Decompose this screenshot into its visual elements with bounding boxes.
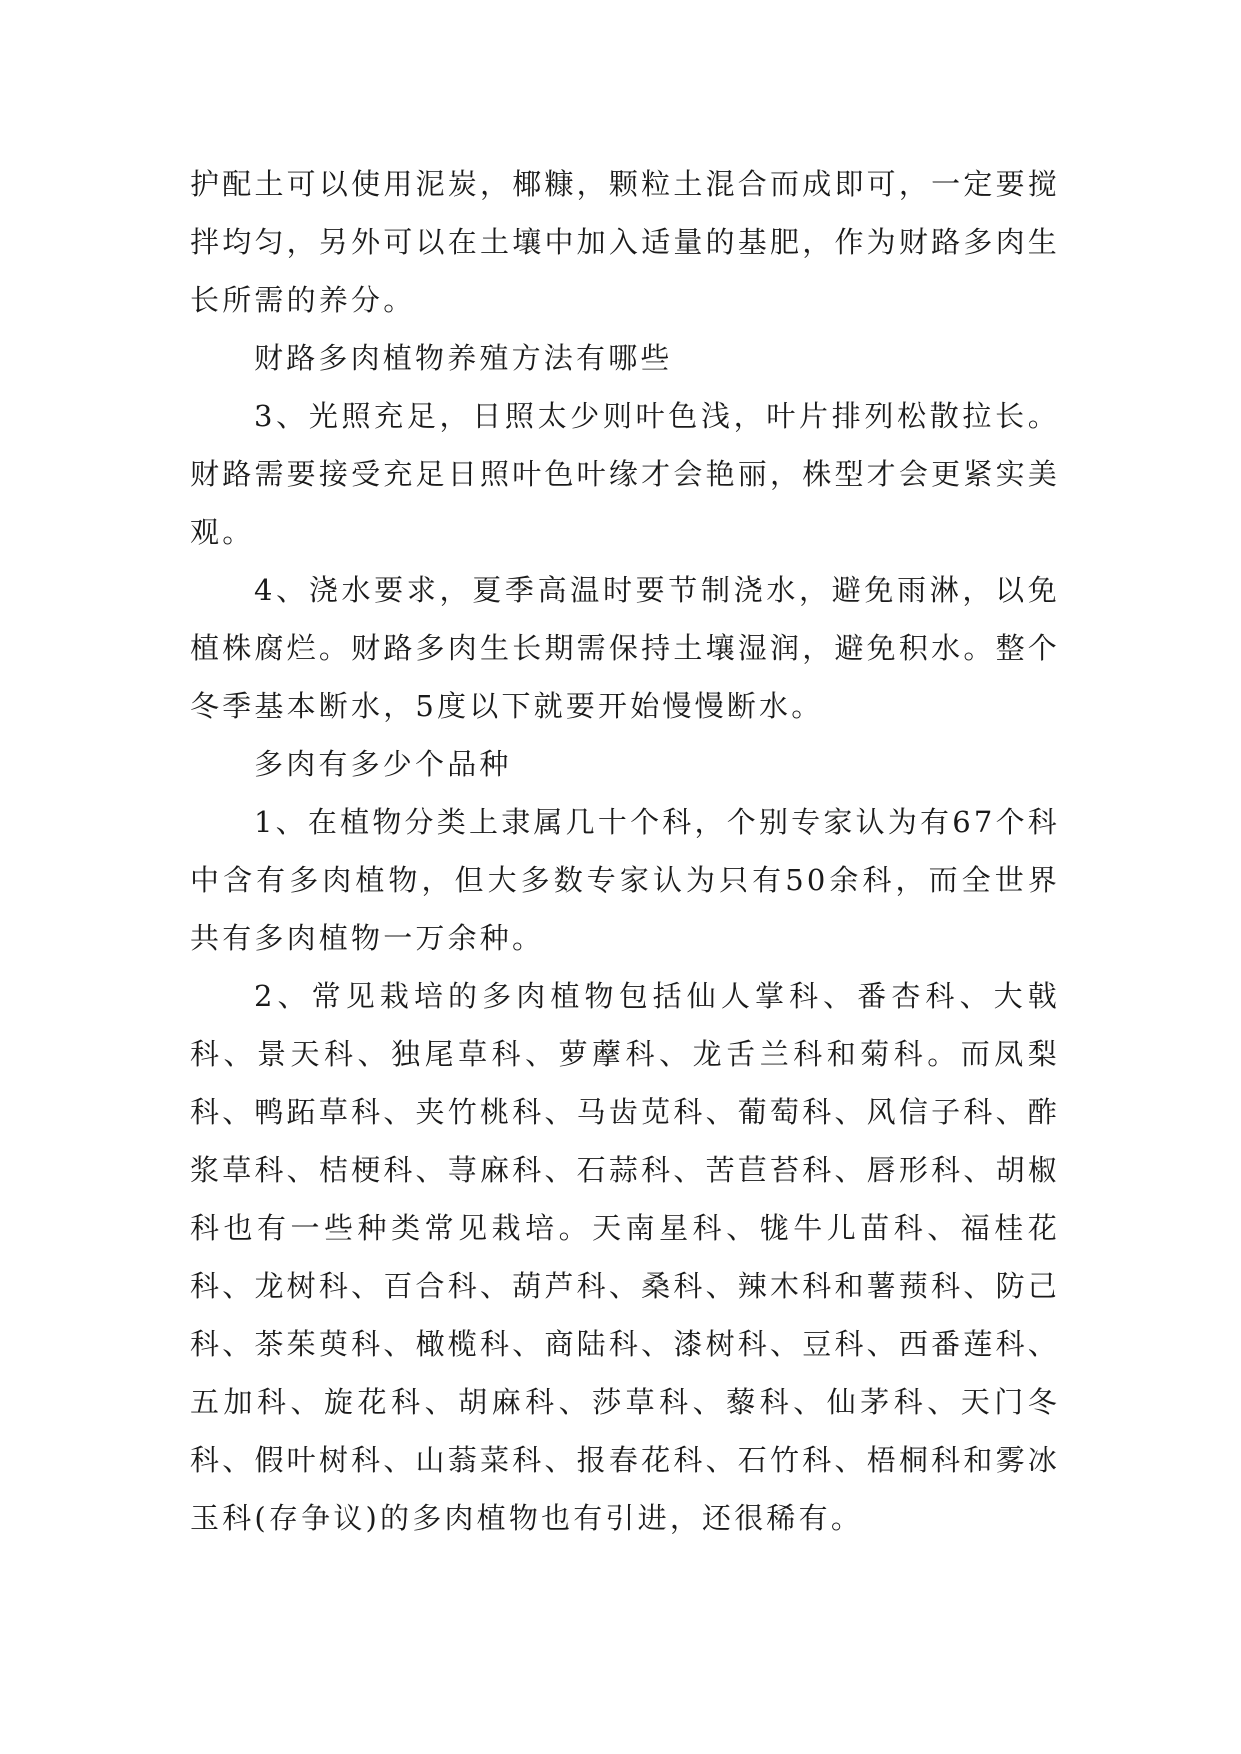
paragraph-families-count: 1、在植物分类上隶属几十个科，个别专家认为有67个科中含有多肉植物，但大多数专家认为只有50余科，而全世界共有多肉植物一万余种。 [190,805,1060,955]
paragraph-light: 3、光照充足，日照太少则叶色浅，叶片排列松散拉长。财路需要接受充足日照叶色叶缘才会艳丽，株型才会更紧实美观。 [190,399,1060,549]
document-body [190,155,1060,1547]
paragraph-soil: 护配土可以使用泥炭，椰糠，颗粒土混合而成即可，一定要搅拌均匀，另外可以在土壤中加入适量的基肥，作为财路多肉生长所需的养分。 [190,167,1060,317]
paragraph-watering: 4、浇水要求，夏季高温时要节制浇水，避免雨淋，以免植株腐烂。财路多肉生长期需保持土壤湿润，避免积水。整个冬季基本断水，5度以下就要开始慢慢断水。 [190,573,1060,723]
heading-care-methods: 财路多肉植物养殖方法有哪些 [254,341,673,375]
heading-varieties: 多肉有多少个品种 [254,747,512,781]
paragraph-common-families: 2、常见栽培的多肉植物包括仙人掌科、番杏科、大戟科、景天科、独尾草科、萝藦科、龙舌兰科和菊科。而凤梨科、鸭跖草科、夹竹桃科、马齿苋科、葡萄科、风信子科、酢浆草科、桔梗科、荨麻科、石蒜科、苦苣苔科、唇形科、胡椒科也有一些种类常见栽培。天南星科、牻牛儿苗科、福桂花科、龙树科、百合科、葫芦科、桑科、辣木科和薯蓣科、防己科、茶茱萸科、橄榄科、商陆科、漆树科、豆科、西番莲科、五加科、旋花科、胡麻科、莎草科、藜科、仙茅科、天门冬科、假叶树科、山蓊菜科、报春花科、石竹科、梧桐科和雾冰玉科(存争议)的多肉植物也有引进，还很稀有。 [190,979,1060,1535]
